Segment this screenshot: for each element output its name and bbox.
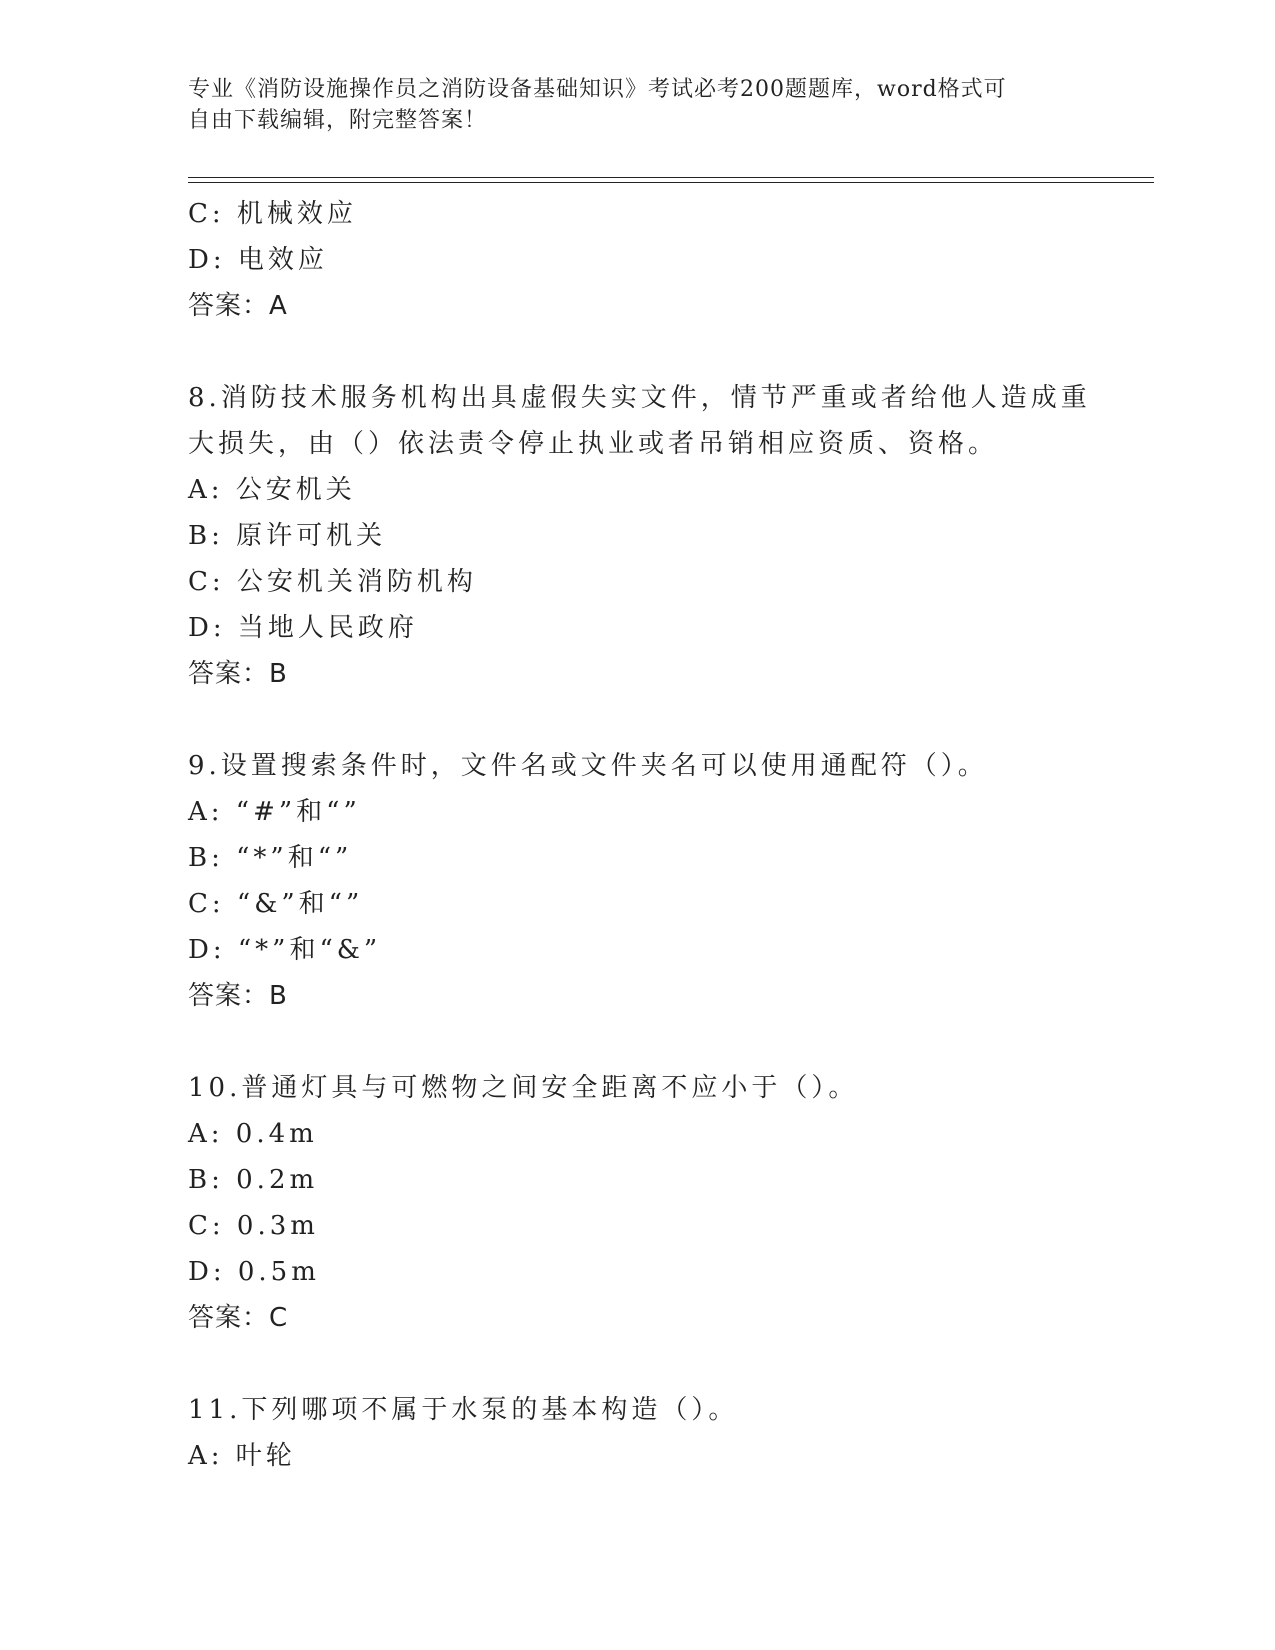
answer-line: 答案：A	[188, 291, 288, 321]
question-stem: 9.设置搜索条件时，文件名或文件夹名可以使用通配符（）。	[188, 751, 988, 781]
option-c: C: 机械效应	[188, 199, 357, 229]
question-stem-line-1: 8.消防技术服务机构出具虚假失实文件，情节严重或者给他人造成重	[188, 383, 1091, 413]
option-d: D: 0.5m	[188, 1257, 320, 1287]
option-b: B: “*”和“”	[188, 843, 353, 873]
question-gap	[188, 1019, 1088, 1065]
answer-line: 答案：C	[188, 1303, 289, 1333]
question-gap	[188, 697, 1088, 743]
question-8	[188, 375, 1091, 697]
question-stem: 10.普通灯具与可燃物之间安全距离不应小于（）。	[188, 1073, 859, 1103]
question-stem-line-2: 大损失，由（）依法责令停止执业或者吊销相应资质、资格。	[188, 429, 999, 459]
option-a: A: 0.4m	[188, 1119, 318, 1149]
question-list	[188, 191, 1091, 1479]
option-c: C: 公安机关消防机构	[188, 567, 477, 597]
question-gap	[188, 1341, 1088, 1387]
question-9	[188, 743, 1088, 1019]
question-11	[188, 1387, 1088, 1479]
answer-line: 答案：B	[188, 659, 288, 689]
question-stem: 11.下列哪项不属于水泵的基本构造（）。	[188, 1395, 739, 1425]
previous-question-tail	[188, 191, 1088, 329]
header-divider-top	[188, 177, 1154, 178]
header-title-line-1: 专业《消防设施操作员之消防设备基础知识》考试必考200题题库，word格式可	[188, 77, 1007, 102]
option-a: A: 公安机关	[188, 475, 356, 505]
option-d: D: “*”和“&”	[188, 935, 382, 965]
document-header	[188, 74, 1068, 136]
header-divider-bottom	[188, 182, 1154, 183]
option-c: C: “&”和“”	[188, 889, 364, 919]
option-d: D: 电效应	[188, 245, 328, 275]
option-b: B: 原许可机关	[188, 521, 387, 551]
option-b: B: 0.2m	[188, 1165, 319, 1195]
option-a: A: 叶轮	[188, 1441, 296, 1471]
question-gap	[188, 329, 1088, 375]
header-title-line-2: 自由下载编辑，附完整答案！	[188, 108, 488, 133]
option-d: D: 当地人民政府	[188, 613, 418, 643]
answer-line: 答案：B	[188, 981, 288, 1011]
question-10	[188, 1065, 1088, 1341]
option-c: C: 0.3m	[188, 1211, 319, 1241]
option-a: A: “#”和“”	[188, 797, 361, 827]
